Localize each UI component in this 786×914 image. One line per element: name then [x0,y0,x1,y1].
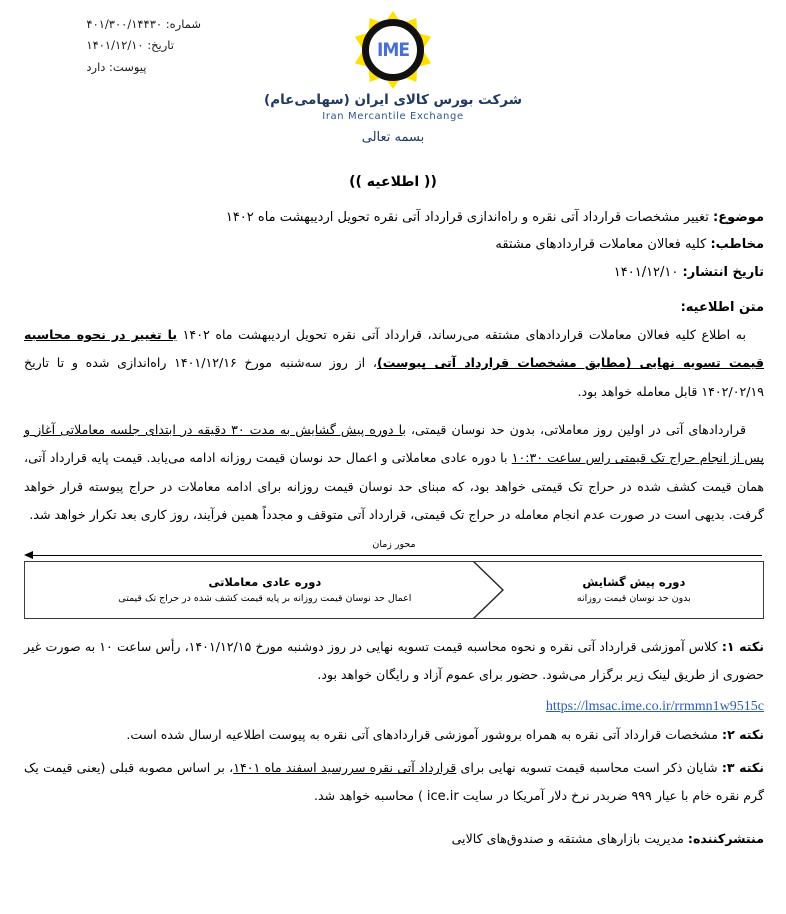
field-subject-label: موضوع: [713,210,764,225]
field-publish-date-label: تاریخ انتشار: [682,264,764,280]
publisher-label: منتشر‌کننده: [687,830,764,846]
paragraph-1-emphasis: با تغییر در نحوه محاسبه قیمت تسویه نهایی (مطابق مشخصات قرارداد آتی پیوست) [24,326,764,371]
timeline-segment-normal [25,562,505,618]
paragraph-2-part-1: قراردادهای آتی در اولین روز معاملاتی، بدون حد نوسان قیمتی، [405,421,746,437]
number-value: ۴۰۱/۳۰۰/۱۴۴۳۰ [86,17,163,31]
meta-row-attachment [86,57,201,78]
paragraph-2-emphasis: با دوره پیش گشایش به مدت ۳۰ دقیقه در ابتدای جلسه معاملاتی آغاز و پس از انجام حراج تک قیمتی راس ساعت ۱۰:۳۰ [24,421,764,466]
note-2-text: مشخصات قرارداد آتی نقره به همراه بروشور آموزشی قراردادهای آتی نقره به پیوست اطلاعیه ارسال شده است. [126,726,723,742]
training-link[interactable]: https://lmsac.ime.co.ir/rrmmn1w9515c [545,698,764,714]
paragraph-1-part-1: به اطلاع کلیه فعالان معاملات قراردادهای مشتقه می‌رساند، قرارداد آتی نقره تحویل اردیبهشت ماه ۱۴۰۲ [177,326,746,342]
note-1-text: کلاس آموزشی قرارداد آتی نقره و نحوه محاسبه قیمت تسویه نهایی در روز دوشنبه مورخ ۱۴۰۱/۱۲/۱۵، رأس ساعت ۱۰ به صورت غیر حضوری از طریق لینک زیر برگزار می‌شود. حضور برای عموم آزاد و رایگان خواهد بود. [24,639,764,682]
page-title: (( اطلاعیه )) [349,174,437,190]
header-meta-block [86,14,201,78]
date-label: تاریخ: [147,38,174,53]
timeline-axis-line [24,551,764,561]
publisher-value: مدیریت بازارهای مشتقه و صندوق‌های کالایی [451,830,688,846]
paragraph-1-part-2: ، از روز سه‌شنبه مورخ ۱۴۰۱/۱۲/۱۶ راه‌اندازی شده و تا تاریخ ۱۴۰۲/۰۲/۱۹ قابل معامله خواهد بود. [24,355,764,399]
note-3 [0,754,786,811]
document-header [0,0,786,160]
body-paragraph-2 [0,416,786,529]
field-publish-date [24,259,764,286]
field-audience [24,231,764,258]
company-name-fa: شرکت بورس کالای ایران (سهامی‌عام) [264,92,522,108]
attachment-label: پیوست: [109,59,147,74]
note-3-underlined: قرارداد آتی نقره سررسید اسفند ماه ۱۴۰۱ [233,760,457,776]
note-3-text-before: شایان ذکر است محاسبه قیمت تسویه نهایی برای [456,760,722,776]
fields-block [0,204,786,286]
basmala-text: بسمه تعالی [361,129,425,145]
timeline-box [24,561,764,619]
meta-row-number [86,14,201,35]
timeline-axis-label: محور زمان [372,539,416,551]
note-2 [0,721,786,749]
note-3-text-middle: ، بر اساس مصوبه قبلی (یعنی قیمت یک گرم نقره خام با عیار ۹۹۹ ضربدر نرخ دلار آمریکا در سایت [24,760,764,803]
timeline-axis-bar [32,555,762,556]
note-1-link-line [0,695,786,715]
body-heading: متن اطلاعیه: [680,299,764,315]
publisher-line [0,826,786,852]
attachment-value: دارد [86,59,106,74]
timeline-diagram [24,539,764,619]
note-3-label: نکته ۳: [721,760,764,776]
brand-block [243,10,543,145]
note-1 [0,633,786,688]
timeline-segment-preopen-subtitle: بدون حد نوسان قیمت روزانه [576,593,691,605]
logo-monogram-text: IME [376,39,410,61]
note-1-label: نکته ۱: [721,639,764,655]
note-2-label: نکته ۲: [722,726,764,742]
timeline-arrow-icon [24,551,33,559]
paragraph-2-part-2: با دوره عادی معاملاتی و اعمال حد نوسان قیمت روزانه ادامه می‌یابد. قیمت پایه قرارداد آتی، همان قیمت کشف شده در حراج تک قیمتی خواهد بود، که مبنای حد نوسان قیمت روزانه برای ادامه معاملات در حراج پیوسته قرار خواهد گرفت. بدیهی است در صورت عدم انجام معامله در حراج تک قیمتی، قرارداد آتی متوقف و مجدداً همین فرآیند، روز کاری بعد تکرار خواهد شد. [24,450,764,522]
field-audience-value: کلیه فعالان معاملات قراردادهای مشتقه [495,237,707,253]
field-subject [24,204,764,231]
field-subject-value: تغییر مشخصات قرارداد آتی نقره و راه‌اندازی قرارداد آتی نقره تحویل اردیبهشت ماه ۱۴۰۲ [225,210,709,225]
field-publish-date-value: ۱۴۰۱/۱۲/۱۰ [613,264,679,280]
company-name-en: Iran Mercantile Exchange [322,110,464,122]
note-3-site-name: ice.ir [426,789,459,804]
field-audience-label: مخاطب: [710,237,764,253]
number-label: شماره: [165,17,201,31]
date-value: ۱۴۰۱/۱۲/۱۰ [86,38,144,53]
timeline-segment-normal-title: دوره عادی معاملاتی [208,574,322,589]
ime-logo-icon [350,10,436,90]
timeline-segment-preopen-title: دوره پیش گشایش [582,574,686,589]
timeline-segment-preopen [505,562,763,618]
timeline-segment-normal-subtitle: اعمال حد نوسان قیمت روزانه بر پایه قیمت کشف شده در حراج تک قیمتی [118,593,412,605]
meta-row-date [86,35,201,56]
body-paragraph-1 [0,321,786,406]
note-3-text-after: ) محاسبه خواهد شد. [313,788,427,803]
